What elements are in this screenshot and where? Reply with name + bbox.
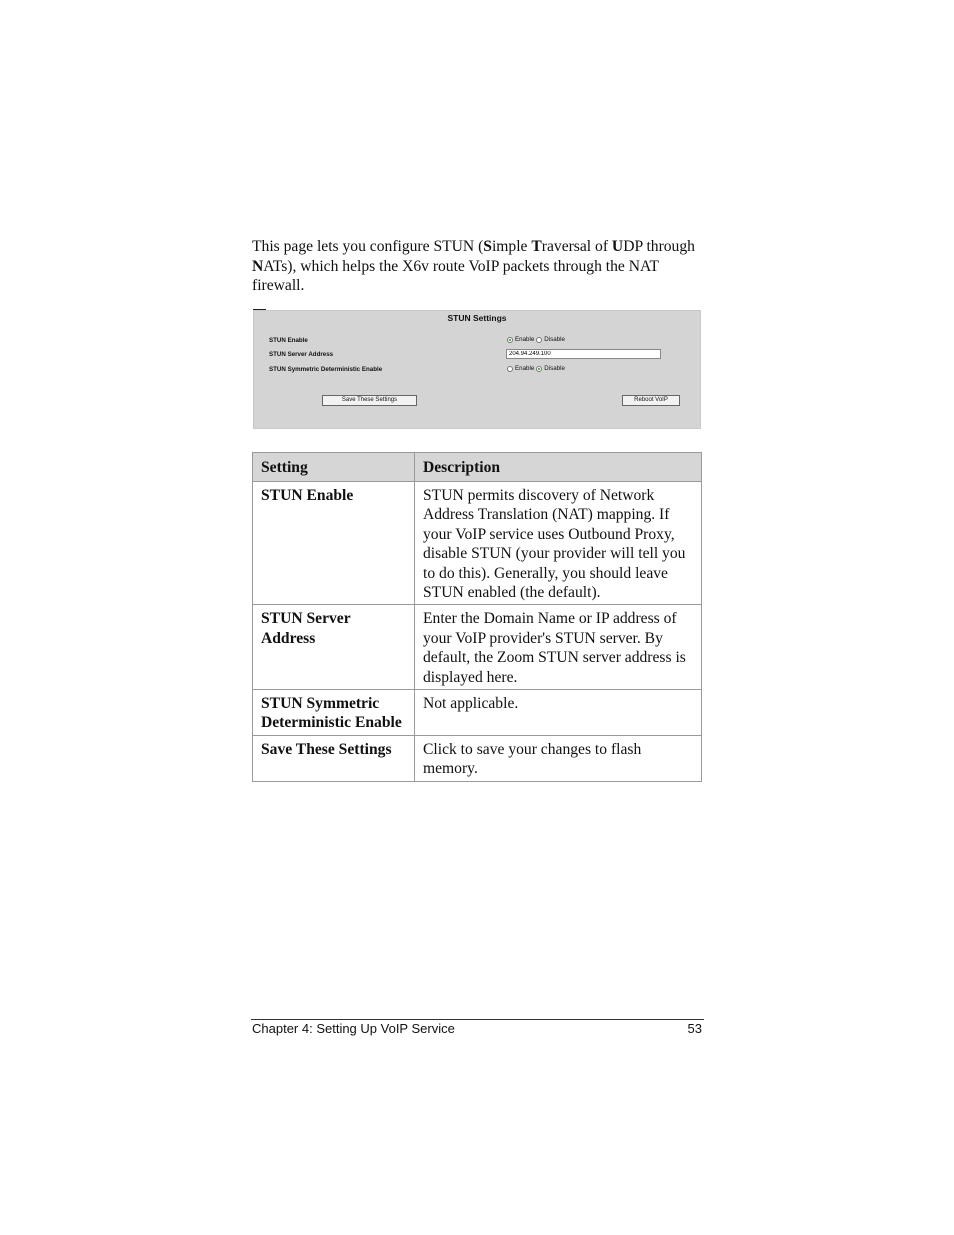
table-header-row	[253, 453, 702, 482]
stun-enable-label: STUN Enable	[269, 337, 308, 344]
stun-enable-radio-disable[interactable]	[536, 337, 542, 343]
description-cell: Enter the Domain Name or IP address of your VoIP provider's STUN server. By default, the Zoom STUN server address is displayed here.	[415, 605, 702, 690]
stun-enable-radio-group: Enable Disable	[507, 336, 565, 343]
setting-cell: STUN Server Address	[253, 605, 415, 690]
description-cell: Click to save your changes to flash memory.	[415, 735, 702, 781]
table-row	[253, 605, 702, 690]
stun-symmetric-label: STUN Symmetric Deterministic Enable	[269, 366, 383, 373]
setting-cell: STUN Symmetric Deterministic Enable	[253, 690, 415, 736]
settings-description-table	[252, 452, 702, 782]
setting-cell: STUN Enable	[253, 482, 415, 605]
table-row	[253, 482, 702, 605]
table-row	[253, 690, 702, 736]
stun-symmetric-radio-disable[interactable]	[536, 366, 542, 372]
description-cell: STUN permits discovery of Network Address Translation (NAT) mapping. If your VoIP service uses Outbound Proxy, disable STUN (your provider will tell you to do this). Generally, you should leave STUN enabled (the default).	[415, 482, 702, 605]
header-setting: Setting	[253, 453, 415, 482]
stun-settings-screenshot	[253, 310, 701, 429]
page-number: 53	[687, 1021, 702, 1036]
footer-chapter: Chapter 4: Setting Up VoIP Service	[252, 1021, 455, 1036]
header-description: Description	[415, 453, 702, 482]
footer-rule	[251, 1019, 704, 1020]
reboot-voip-button[interactable]: Reboot VoIP	[622, 395, 680, 406]
stun-server-address-input[interactable]	[506, 349, 661, 359]
stun-enable-radio-enable[interactable]	[507, 337, 513, 343]
description-cell: Not applicable.	[415, 690, 702, 736]
stun-server-address-label: STUN Server Address	[269, 351, 334, 358]
save-these-settings-button[interactable]: Save These Settings	[322, 395, 417, 406]
stun-symmetric-radio-enable[interactable]	[507, 366, 513, 372]
intro-paragraph: This page lets you configure STUN (Simple Traversal of UDP through NATs), which helps the X6v route VoIP packets through the NAT firewall.	[252, 238, 695, 295]
stun-symmetric-radio-group: Enable Disable	[507, 365, 565, 372]
setting-cell: Save These Settings	[253, 735, 415, 781]
table-row	[253, 735, 702, 781]
screenshot-title: STUN Settings	[447, 313, 507, 323]
